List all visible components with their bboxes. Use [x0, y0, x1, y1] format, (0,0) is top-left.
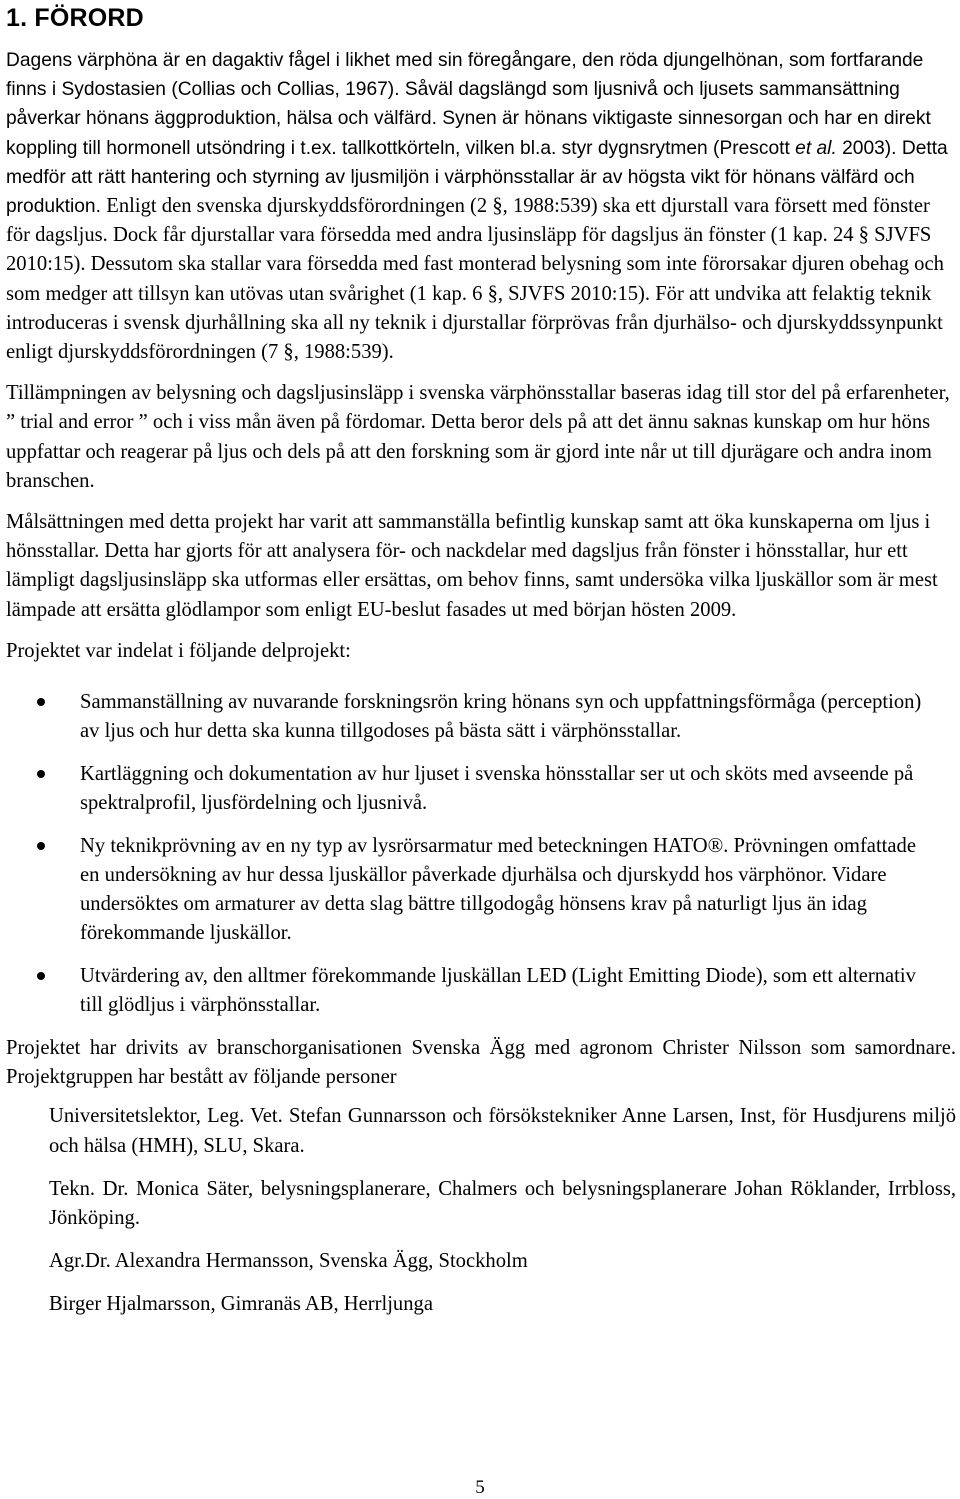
intro-paragraph-lead: Dagens värphöna är en dagaktiv fågel i likhet med sin föregångare, den röda djungelhönan, som fortfarande finns i Sydostasien (Collias och Collias, 1967). Såväl dagslängd som ljusnivå och ljusets sammansättning påverkar hönans äggproduktion, hälsa och välfärd. Synen är hönans viktigaste sinnesorgan och har en direkt koppling till hormonell utsöndring i t.ex. tallkottkörteln, vilken bl.a. styr dygnsrytmen (Prescott	[6, 50, 931, 159]
project-group-paragraph: Projektet har drivits av branschorganisationen Svenska Ägg med agronom Christer Nilsson som samordnare. Projektgruppen har bestått av följande personer	[6, 1037, 956, 1089]
bullet-icon	[37, 842, 45, 850]
bullet-icon	[37, 972, 45, 980]
bullet-icon	[37, 770, 45, 778]
document-page	[6, 0, 956, 1334]
subprojects-intro: Projektet var indelat i följande delprojekt:	[6, 639, 351, 662]
intro-paragraph-mid: 2003). Detta medför att rätt hantering och styrning av ljusmiljön i värphönsstallar är av högsta vikt för hönans välfärd och produktion.	[6, 137, 948, 218]
list-item: Utvärdering av, den alltmer förekommande ljuskällan LED (Light Emitting Diode), som ett alternativ till glödljus i värphönsstallar.	[6, 962, 940, 1020]
list-item: Ny teknikprövning av en ny typ av lysrörsarmatur med beteckningen HATO®. Prövningen omfattade en undersökning av hur dessa ljuskällor påverkade djurhälsa och djurskydd hos värphönor. Vidare undersöktes om armaturer av detta slag bättre tillgodogåg hönsens krav på naturligt ljus än idag förekommande ljuskällor.	[6, 832, 940, 948]
page-number: 5	[475, 1477, 485, 1498]
member-entry: Tekn. Dr. Monica Säter, belysningsplanerare, Chalmers och belysningsplanerare Johan Röklander, Irrbloss, Jönköping.	[49, 1177, 956, 1230]
project-members	[6, 1102, 956, 1319]
list-item: Kartläggning och dokumentation av hur ljuset i svenska hönsstallar ser ut och sköts med avseende på spektralprofil, ljusfördelning och ljusnivå.	[6, 760, 940, 818]
member-entry: Agr.Dr. Alexandra Hermansson, Svenska Ägg, Stockholm	[49, 1250, 528, 1273]
member-entry: Universitetslektor, Leg. Vet. Stefan Gunnarsson och försökstekniker Anne Larsen, Inst, för Husdjurens miljö och hälsa (HMH), SLU, Skara.	[49, 1105, 956, 1157]
list-item: Sammanställning av nuvarande forskningsrön kring hönans syn och uppfattningsförmåga (perception) av ljus och hur detta ska kunna tillgodoses på bästa sätt i värphönsstallar.	[6, 688, 940, 746]
section-heading: 1. FÖRORD	[6, 4, 144, 32]
bullet-icon	[37, 698, 45, 706]
citation-et-al: et al.	[795, 137, 837, 159]
subprojects-list	[6, 688, 956, 1020]
member-entry: Birger Hjalmarsson, Gimranäs AB, Herrljunga	[49, 1293, 433, 1316]
application-paragraph: Tillämpningen av belysning och dagsljusinsläpp i svenska värphönsstallar baseras idag till stor del på erfarenheter, ” trial and error ” och i viss mån även på fördomar. Detta beror dels på att det ännu saknas kunskap om hur höns uppfattar och reagerar på ljus och dels på att den forskning som är gjord inte når ut till djurägare och andra inom branschen.	[6, 382, 950, 492]
intro-paragraph	[6, 46, 956, 367]
intro-paragraph-tail: Enligt den svenska djurskyddsförordningen (2 §, 1988:539) ska ett djurstall vara försett med fönster för dagsljus. Dock får djurstallar vara försedda med andra ljusinsläpp för dagsljus än fönster (1 kap. 24 § SJVFS 2010:15). Dessutom ska stallar vara försedda med fast monterad belysning som inte förorsakar djuren obehag och som medger att tillsyn kan utövas utan svårighet (1 kap. 6 §, SJVFS 2010:15). För att undvika att felaktig teknik introduceras i svensk djurhållning ska all ny teknik i djurstallar förprövas från djurhälso- och djurskyddssynpunkt enligt djurskyddsförordningen (7 §, 1988:539).	[6, 195, 944, 364]
goal-paragraph: Målsättningen med detta projekt har varit att sammanställa befintlig kunskap samt att öka kunskaperna om ljus i hönsstallar. Detta har gjorts för att analysera för- och nackdelar med dagsljus från fönster i hönsstallar, hur ett lämpligt dagsljusinsläpp ska utformas eller ersättas, om behov finns, samt undersöka vilka ljuskällor som är mest lämpade att ersätta glödlampor som enligt EU-beslut fasades ut med början hösten 2009.	[6, 511, 938, 621]
